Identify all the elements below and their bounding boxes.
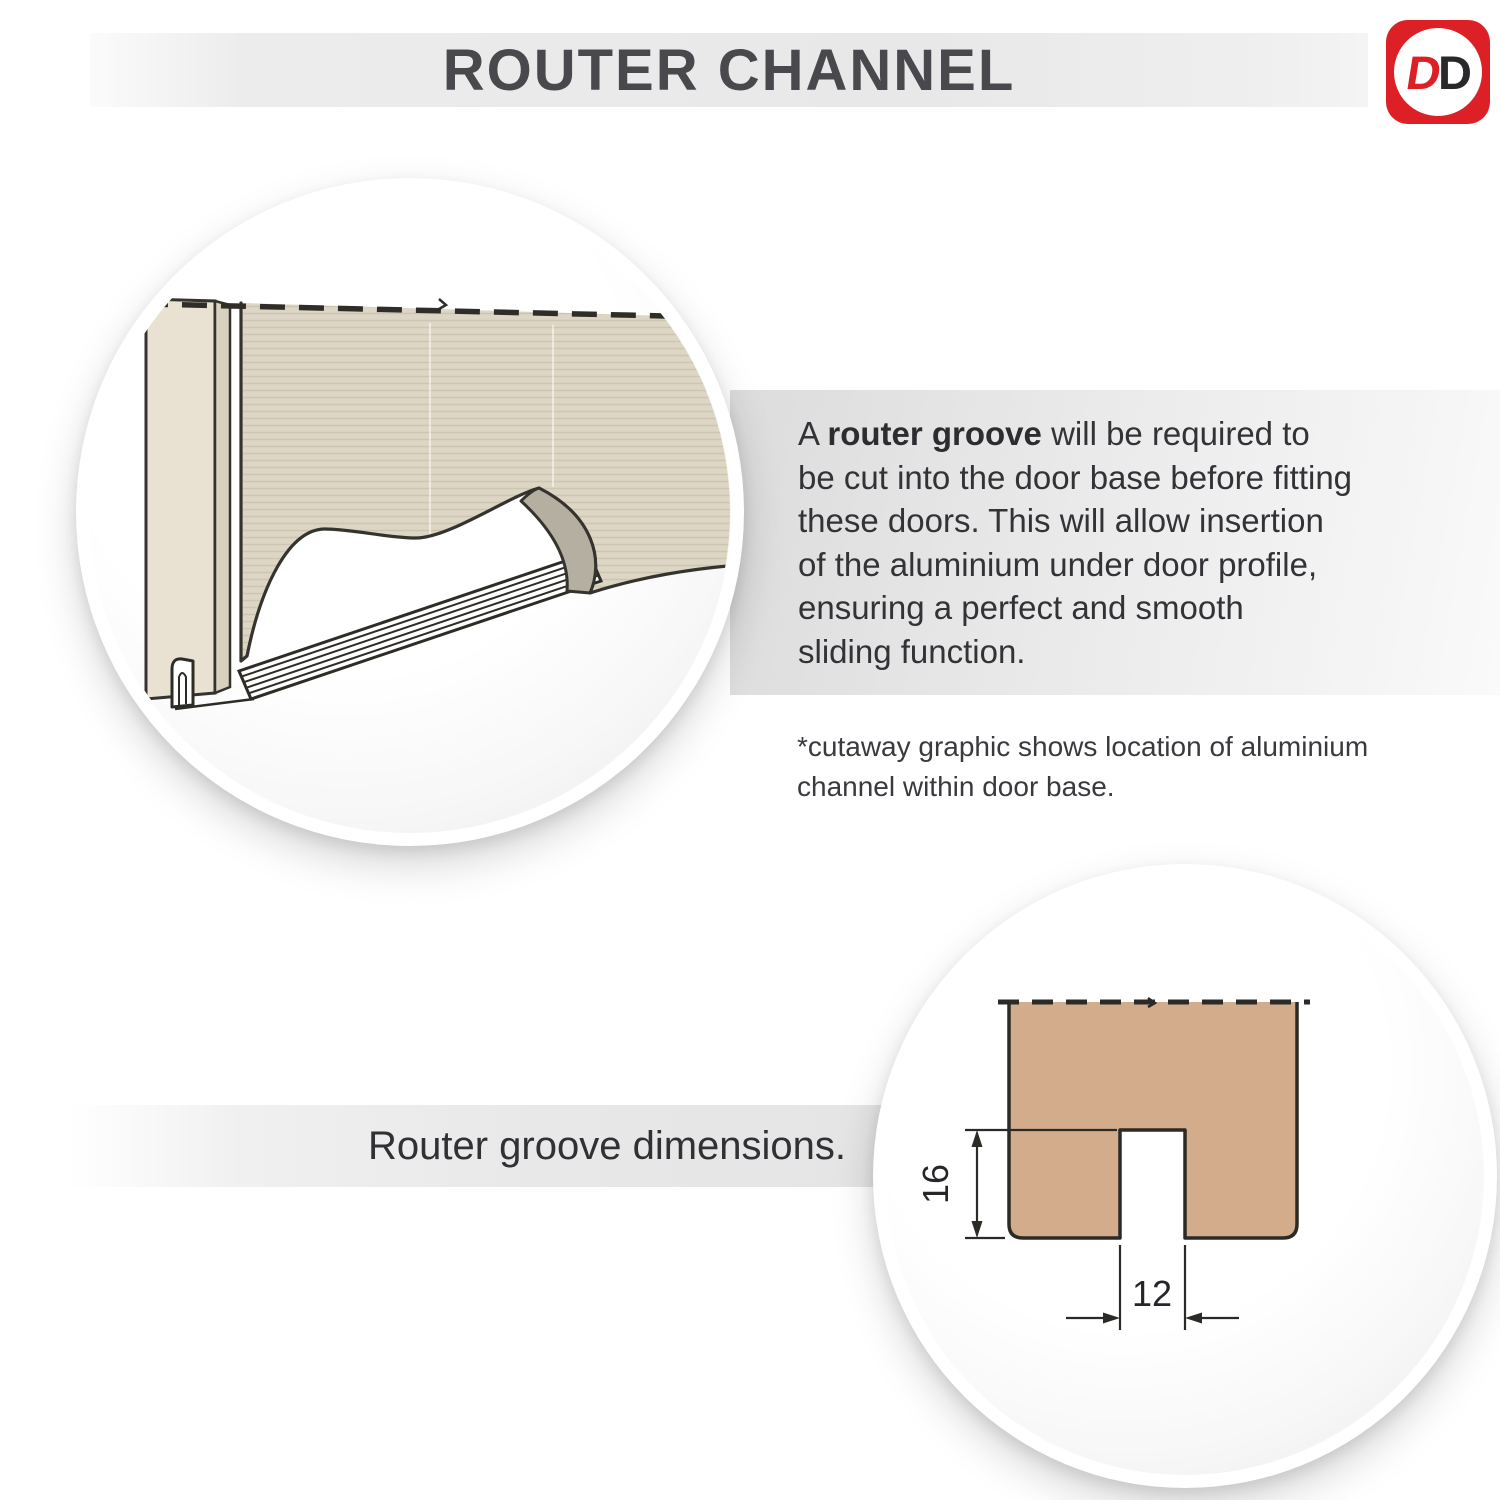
intro-line: of the aluminium under door profile, <box>798 545 1318 583</box>
groove-width-dimension <box>1066 1245 1239 1330</box>
intro-line: be cut into the door base before fitting <box>798 458 1353 496</box>
door-base-cross-section <box>998 998 1310 1238</box>
dimensions-label: Router groove dimensions. <box>368 1123 847 1168</box>
cutaway-footnote: *cutaway graphic shows location of aluminium channel within door base. <box>797 731 1369 802</box>
intro-line: ensuring a perfect and smooth <box>798 589 1244 626</box>
title-band <box>90 33 1368 107</box>
channel-profile-end <box>172 659 193 707</box>
logo-letter-d1: D <box>1402 45 1443 99</box>
intro-line: sliding function. <box>798 632 1026 670</box>
intro-line: A router groove will be required to <box>798 415 1310 452</box>
intro-line: these doors. This will allow insertion <box>798 502 1324 539</box>
router-groove-bold: router groove <box>827 415 1042 452</box>
dd-logo-letters <box>1402 45 1469 99</box>
door-cutaway-illustration <box>89 191 731 833</box>
groove-cross-section-diagram <box>886 877 1484 1475</box>
dimensions-circle <box>873 864 1497 1488</box>
dimensions-circle-inner <box>886 877 1484 1475</box>
door-stile <box>146 299 230 699</box>
groove-depth-value: 16 <box>915 1163 956 1205</box>
intro-paragraph <box>798 412 1458 673</box>
groove-width-value: 12 <box>1131 1273 1173 1314</box>
page-title: ROUTER CHANNEL <box>442 37 1016 103</box>
cutaway-circle <box>76 178 744 846</box>
aluminium-channel-strip <box>175 553 601 709</box>
cutaway-circle-inner <box>89 191 731 833</box>
logo-letter-d2: D <box>1438 45 1469 99</box>
dd-logo-disc <box>1394 28 1482 116</box>
dd-logo <box>1386 20 1490 124</box>
dimensions-band <box>68 1105 938 1187</box>
